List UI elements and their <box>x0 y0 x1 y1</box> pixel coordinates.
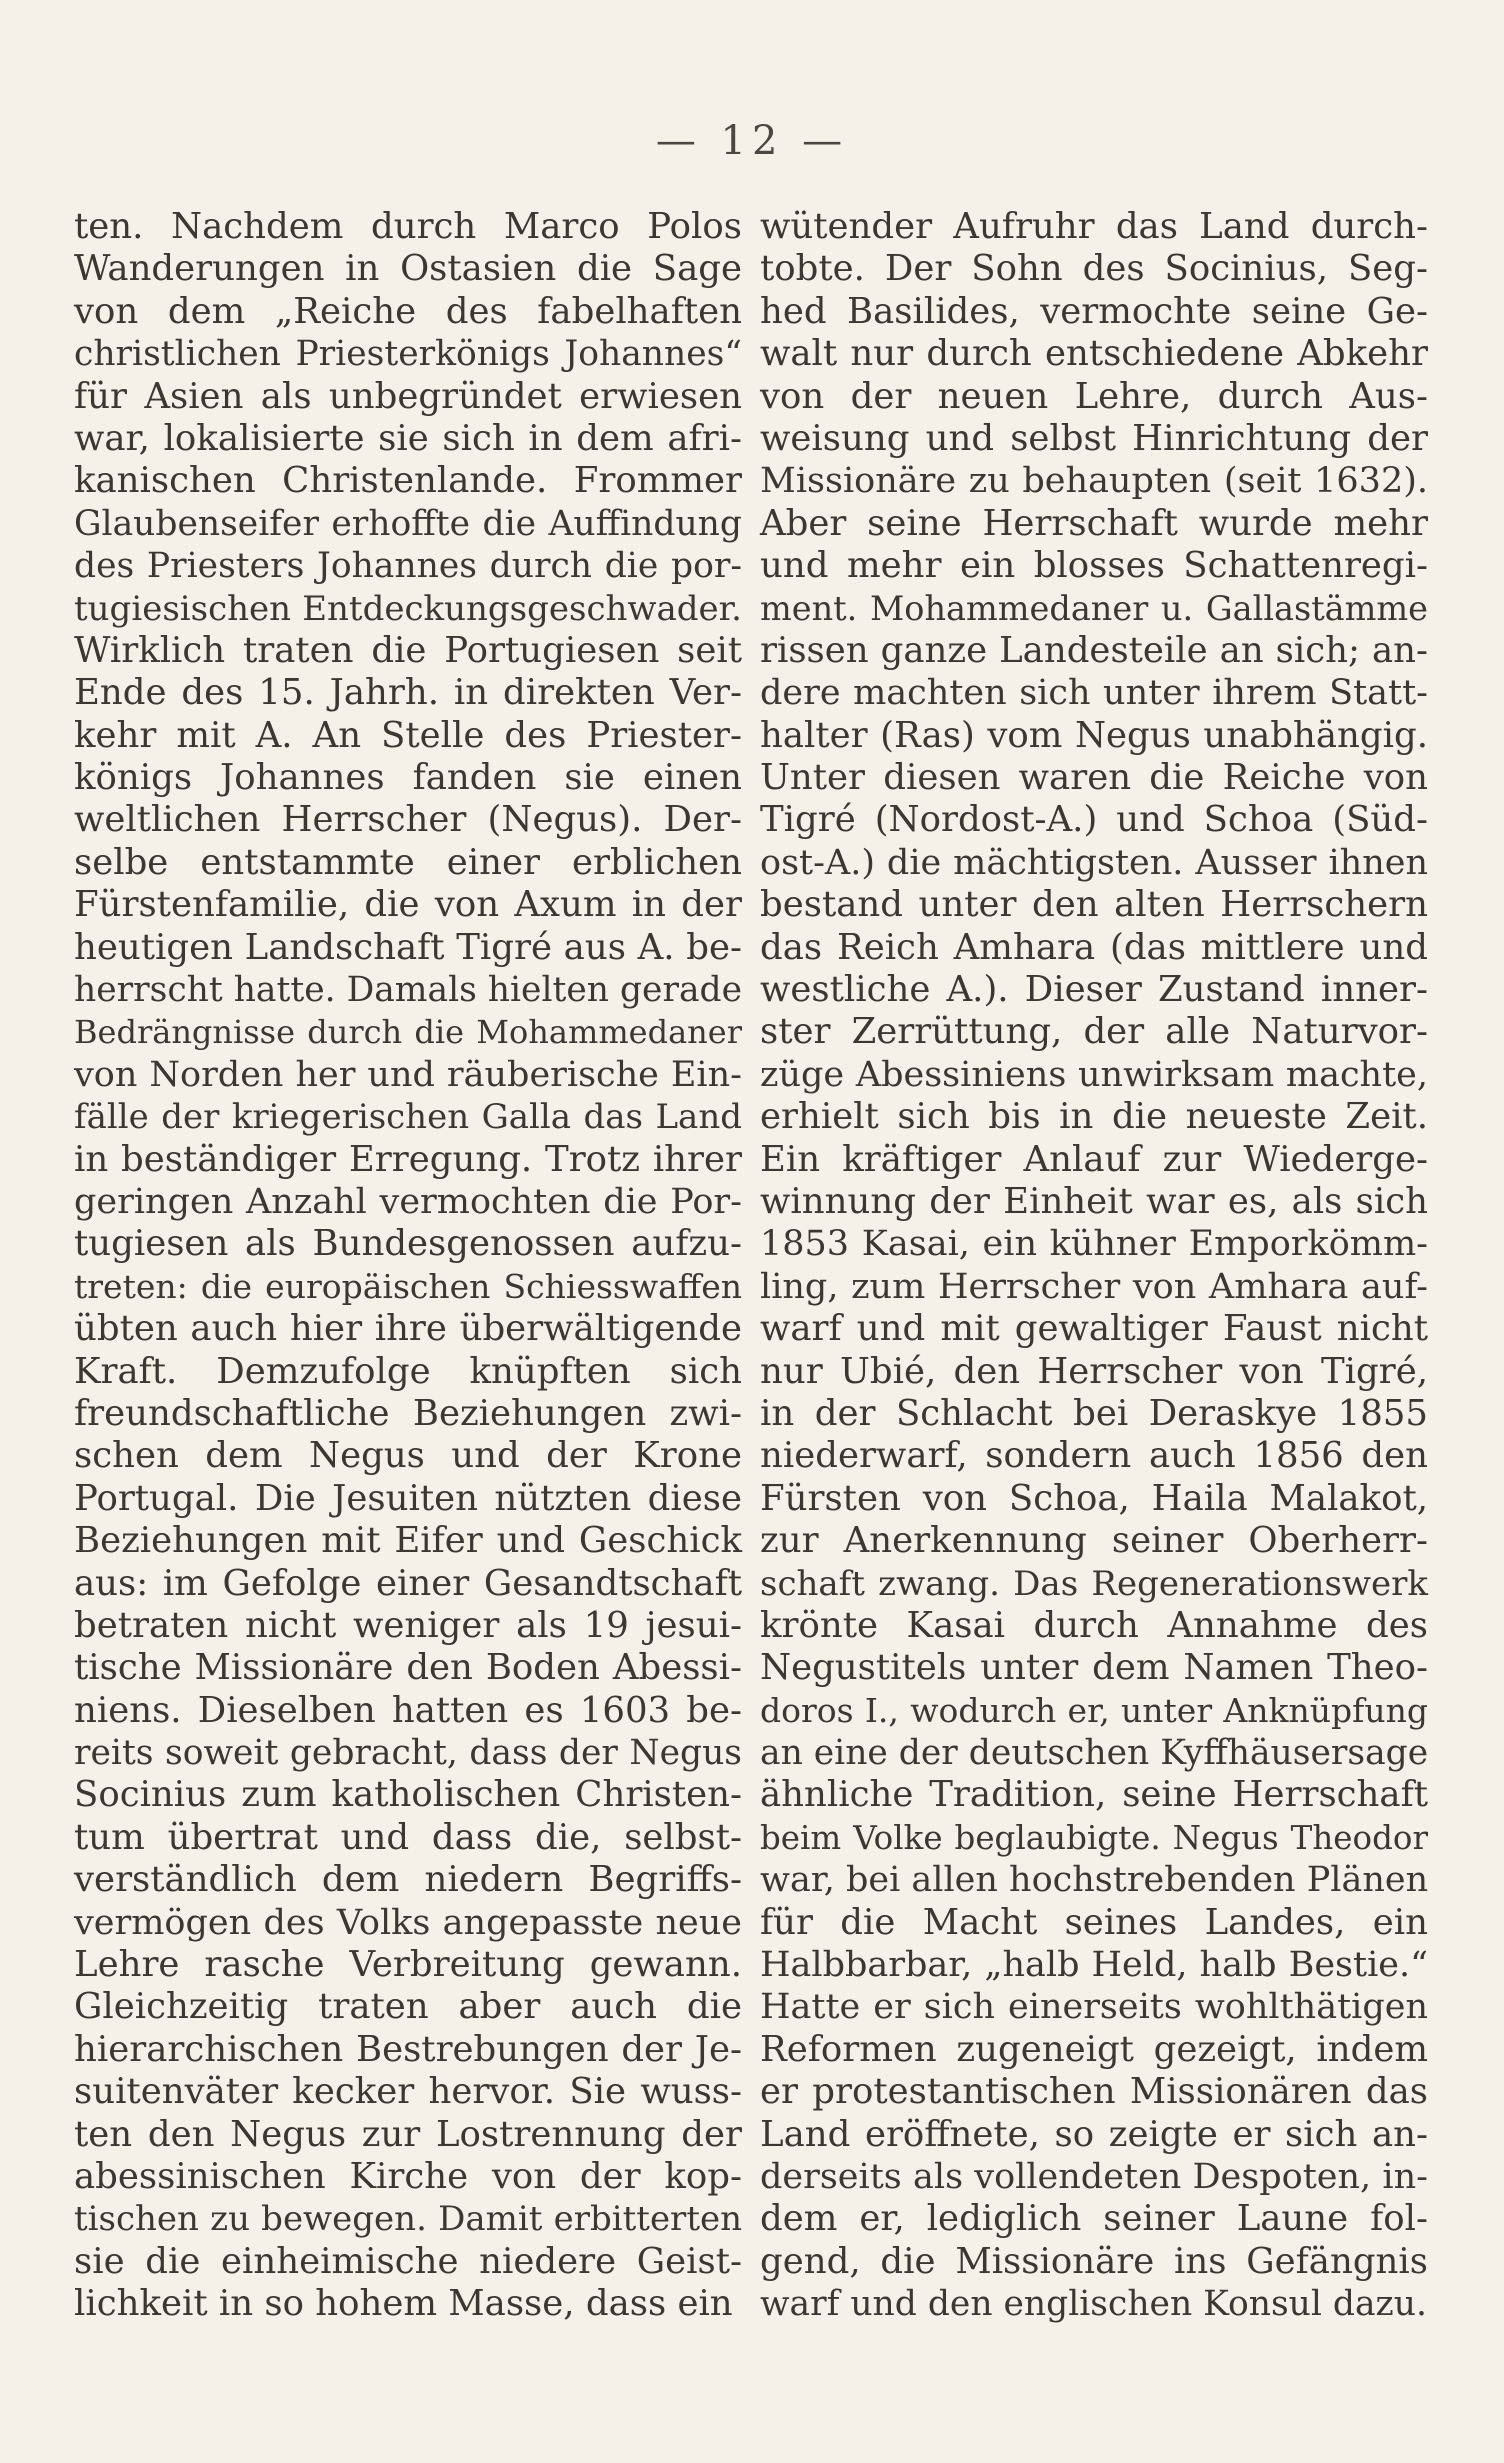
text-line: ost-A.) die mächtigsten. Ausser ihnen <box>760 842 1428 883</box>
text-line: fälle der kriegerischen Galla das Land <box>74 1097 742 1138</box>
text-line: beim Volke beglaubigte. Negus Theodor <box>760 1818 1428 1857</box>
text-line: hed Basilides, vermochte seine Ge- <box>760 290 1428 332</box>
text-line: wütender Aufruhr das Land durch- <box>760 206 1428 247</box>
text-line: Lehre rasche Verbreitung gewann. <box>74 1944 742 1986</box>
text-line: Missionäre zu behaupten (seit 1632). <box>760 461 1428 502</box>
text-line: Socinius zum katholischen Christen- <box>74 1774 742 1816</box>
text-line: freundschaftliche Beziehungen zwi- <box>74 1392 742 1434</box>
text-line: zur Anerkennung seiner Oberherr- <box>760 1520 1428 1562</box>
text-line: verständlich dem niedern Begriffs- <box>74 1859 742 1901</box>
text-line: war, bei allen hochstrebenden Plänen <box>760 1860 1429 1901</box>
text-line: in der Schlacht bei Deraskye 1855 <box>760 1392 1428 1434</box>
text-line: in beständiger Erregung. Trotz ihrer <box>74 1138 742 1180</box>
text-line: Reformen zugeneigt gezeigt, indem <box>760 2028 1428 2070</box>
text-line: an eine der deutschen Kyffhäusersage <box>760 1733 1429 1774</box>
text-line: christlichen Priesterkönigs Johannes“ <box>74 334 742 375</box>
text-line: von dem „Reiche des fabelhaften <box>74 290 742 332</box>
text-line: Tigré (Nordost-A.) und Schoa (Süd- <box>760 799 1428 841</box>
text-line: aus: im Gefolge einer Gesandtschaft <box>74 1562 742 1604</box>
text-line: suitenväter kecker hervor. Sie wuss- <box>74 2071 742 2113</box>
text-line: sie die einheimische niedere Geist- <box>74 2240 742 2282</box>
text-line: von der neuen Lehre, durch Aus- <box>760 375 1428 417</box>
text-line: niederwarf, sondern auch 1856 den <box>760 1435 1428 1477</box>
text-line: gend, die Missionäre ins Gefängnis <box>760 2240 1428 2282</box>
text-line: tum übertrat und dass die, selbst- <box>74 1816 742 1858</box>
text-line: übten auch hier ihre überwältigende <box>74 1308 742 1350</box>
text-line: hierarchischen Bestrebungen der Je- <box>74 2028 742 2070</box>
text-line: herrscht hatte. Damals hielten gerade <box>74 970 743 1011</box>
text-line: bestand unter den alten Herrschern <box>760 884 1428 926</box>
text-line: von Norden her und räuberische Ein- <box>74 1054 742 1095</box>
text-line: Gleichzeitig traten aber auch die <box>74 1986 742 2028</box>
text-line: rissen ganze Landesteile an sich; an- <box>760 629 1428 671</box>
page-number: — 12 — <box>655 118 849 164</box>
text-line: Ende des 15. Jahrh. in direkten Ver- <box>74 672 742 714</box>
text-line: und mehr ein blosses Schattenregi- <box>760 545 1428 587</box>
text-line: dem er, lediglich seiner Laune fol- <box>760 2198 1428 2240</box>
text-line: ment. Mohammedaner u. Gallastämme <box>760 588 1428 628</box>
text-line: Beziehungen mit Eifer und Geschick <box>74 1520 742 1562</box>
text-line: des Priesters Johannes durch die por- <box>74 546 742 587</box>
text-line: das Reich Amhara (das mittlere und <box>760 926 1428 968</box>
text-line: westliche A.). Dieser Zustand inner- <box>760 969 1428 1011</box>
right-text-column <box>760 206 1428 2326</box>
text-line: 1853 Kasai, ein kühner Emporkömm- <box>760 1224 1428 1265</box>
text-line: halter (Ras) vom Negus unabhängig. <box>760 714 1428 756</box>
text-line: krönte Kasai durch Annahme des <box>760 1604 1428 1646</box>
text-line: Aber seine Herrschaft wurde mehr <box>760 502 1428 544</box>
text-line: geringen Anzahl vermochten die Por- <box>74 1181 742 1222</box>
text-line: selbe entstammte einer erblichen <box>74 841 742 883</box>
text-line: walt nur durch entschiedene Abkehr <box>760 333 1428 375</box>
text-line: Unter diesen waren die Reiche von <box>760 757 1428 799</box>
text-line: derseits als vollendeten Despoten, in- <box>760 2156 1428 2197</box>
text-line: war, lokalisierte sie sich in dem afri- <box>74 417 742 459</box>
text-line: für Asien als unbegründet erwiesen <box>74 375 742 417</box>
text-line: tugiesischen Entdeckungsgeschwader. <box>74 588 742 629</box>
text-line: weltlichen Herrscher (Negus). Der- <box>74 799 742 841</box>
text-line: er protestantischen Missionären das <box>760 2071 1428 2113</box>
text-line: Negustitels unter dem Namen Theo- <box>760 1647 1428 1689</box>
text-line: ling, zum Herrscher von Amhara auf- <box>760 1266 1428 1307</box>
text-line: tobte. Der Sohn des Socinius, Seg- <box>760 248 1428 290</box>
text-line: kanischen Christenlande. Frommer <box>74 460 742 502</box>
text-line: lichkeit in so hohem Masse, dass ein <box>74 2283 733 2325</box>
text-line: abessinischen Kirche von der kop- <box>74 2155 742 2197</box>
text-line: niens. Dieselben hatten es 1603 be- <box>74 1689 742 1731</box>
text-line: schen dem Negus und der Krone <box>74 1435 742 1477</box>
text-line: kehr mit A. An Stelle des Priester- <box>74 714 742 756</box>
left-text-column <box>74 206 742 2326</box>
text-line: treten: die europäischen Schiesswaffen <box>74 1266 742 1306</box>
text-line: tugiesen als Bundesgenossen aufzu- <box>74 1223 742 1265</box>
text-line: reits soweit gebracht, dass der Negus <box>74 1733 742 1774</box>
text-line: Ein kräftiger Anlauf zur Wiederge- <box>760 1138 1428 1180</box>
text-line: tische Missionäre den Boden Abessi- <box>74 1647 742 1689</box>
text-line: vermögen des Volks angepasste neue <box>74 1902 742 1943</box>
text-line: tischen zu bewegen. Damit erbitterten <box>74 2199 742 2240</box>
text-line: betraten nicht weniger als 19 jesui- <box>74 1604 742 1646</box>
text-line: ten. Nachdem durch Marco Polos <box>74 206 742 247</box>
text-line: Hatte er sich einerseits wohlthätigen <box>760 1987 1428 2028</box>
text-line: Portugal. Die Jesuiten nützten diese <box>74 1477 742 1519</box>
text-line: züge Abessiniens unwirksam machte, <box>760 1054 1428 1095</box>
text-line: weisung und selbst Hinrichtung der <box>760 417 1428 459</box>
text-line: Bedrängnisse durch die Mohammedaner <box>74 1013 742 1052</box>
text-line: Wirklich traten die Portugiesen seit <box>74 629 742 671</box>
text-line: warf und den englischen Konsul dazu. <box>760 2284 1427 2325</box>
text-line: ten den Negus zur Lostrennung der <box>74 2113 742 2155</box>
text-line: winnung der Einheit war es, als sich <box>760 1180 1428 1222</box>
text-line: Glaubenseifer erhoffte die Auffindung <box>74 503 742 544</box>
text-line: für die Macht seines Landes, ein <box>760 1901 1428 1943</box>
text-line: doros I., wodurch er, unter Anknüpfung <box>760 1690 1428 1730</box>
text-line: Kraft. Demzufolge knüpften sich <box>74 1350 742 1392</box>
text-line: Wanderungen in Ostasien die Sage <box>74 248 742 290</box>
text-line: königs Johannes fanden sie einen <box>74 757 742 799</box>
text-line: Land eröffnete, so zeigte er sich an- <box>760 2113 1428 2155</box>
text-line: ähnliche Tradition, seine Herrschaft <box>760 1774 1428 1816</box>
text-line: nur Ubié, den Herrscher von Tigré, <box>760 1350 1428 1392</box>
text-line: ster Zerrüttung, der alle Naturvor- <box>760 1011 1428 1053</box>
text-line: Fürstenfamilie, die von Axum in der <box>74 884 742 926</box>
text-line: dere machten sich unter ihrem Statt- <box>760 673 1428 714</box>
text-line: schaft zwang. Das Regenerationswerk <box>760 1563 1428 1604</box>
text-line: Halbbarbar, „halb Held, halb Bestie.“ <box>760 1945 1428 1986</box>
text-line: erhielt sich bis in die neueste Zeit. <box>760 1096 1428 1138</box>
text-line: warf und mit gewaltiger Faust nicht <box>760 1308 1428 1350</box>
text-line: Fürsten von Schoa, Haila Malakot, <box>760 1477 1428 1519</box>
text-line: heutigen Landschaft Tigré aus A. be- <box>74 926 742 968</box>
